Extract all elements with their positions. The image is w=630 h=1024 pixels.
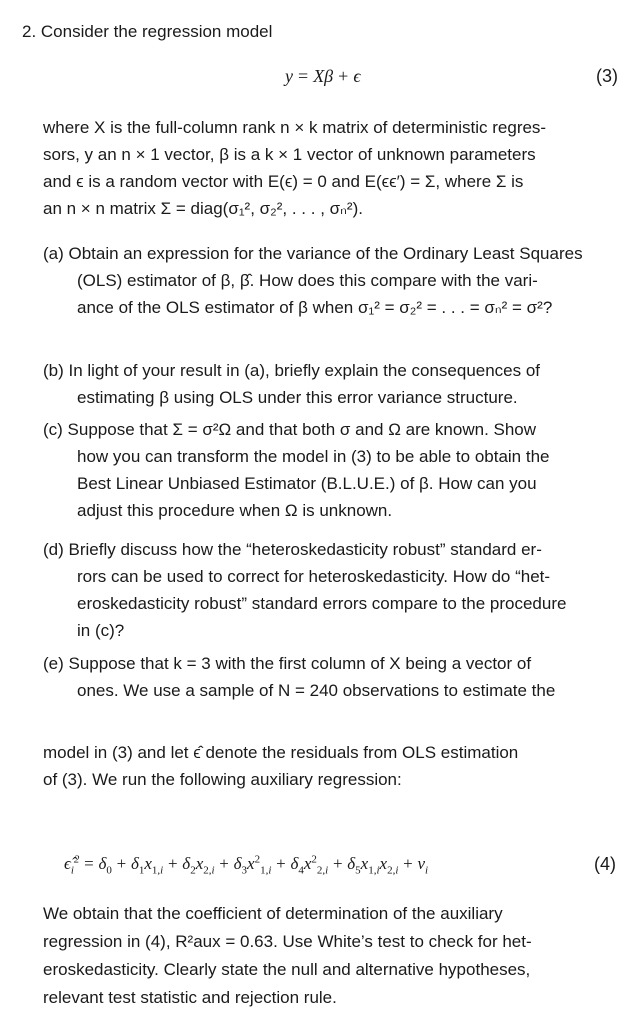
equation-3-number: (3) — [596, 66, 618, 86]
part-a-line-2: (OLS) estimator of β, β̂. How does this compare with the vari- — [77, 271, 538, 290]
part-a-line-1: (a) Obtain an expression for the variance of the Ordinary Least Squares — [43, 244, 583, 263]
continuation-line-2: of (3). We run the following auxiliary regression: — [43, 770, 402, 789]
part-d-line-3: eroskedasticity robust” standard errors compare to the procedure — [77, 594, 567, 613]
part-c-line-4: adjust this procedure when Ω is unknown. — [77, 501, 393, 520]
part-c-line-2: how you can transform the model in (3) to be able to obtain the — [77, 447, 550, 466]
part-d-line-2: rors can be used to correct for heteroskedasticity. How do “het- — [77, 567, 551, 586]
continuation-line-1: model in (3) and let ϵ̂ denote the residuals from OLS estimation — [43, 743, 519, 762]
closing-line-3: eroskedasticity. Clearly state the null and alternative hypotheses, — [43, 960, 531, 979]
part-e-line-2: ones. We use a sample of N = 240 observations to estimate the — [77, 681, 556, 700]
intro-line-4: an n × n matrix Σ = diag(σ₁², σ₂², . . . , σₙ²). — [43, 199, 363, 218]
closing-line-1: We obtain that the coefficient of determination of the auxiliary — [43, 904, 503, 923]
part-d-line-4: in (c)? — [77, 621, 125, 640]
part-b-line-2: estimating β using OLS under this error variance structure. — [77, 388, 518, 407]
intro-line-1: where X is the full-column rank n × k matrix of deterministic regres- — [43, 118, 547, 137]
question-heading: 2. Consider the regression model — [22, 22, 273, 41]
equation-4-number: (4) — [594, 854, 616, 874]
closing-line-4: relevant test statistic and rejection rule. — [43, 988, 337, 1007]
part-a-line-3: ance of the OLS estimator of β when σ₁² = σ₂² = . . . = σₙ² = σ²? — [77, 298, 553, 317]
part-c-line-1: (c) Suppose that Σ = σ²Ω and that both σ and Ω are known. Show — [43, 420, 537, 439]
part-b-line-1: (b) In light of your result in (a), briefly explain the consequences of — [43, 361, 541, 380]
equation-4: $\epsilon̂_i^2 = \delta_0 + \delta_1x_{1,i} + \delta_2x_{2,i} + \delta_3x^2_{1,i} + \delta_4x^2_{2,i} + \delta_5x_{1,i}x_{2,i} + \nu_i$ — [64, 853, 429, 877]
intro-line-3: and ϵ is a random vector with E(ϵ) = 0 and E(ϵϵ′) = Σ, where Σ is — [43, 172, 524, 191]
part-c-line-3: Best Linear Unbiased Estimator (B.L.U.E.) of β. How can you — [77, 474, 537, 493]
equation-3: y = Xβ + ϵ — [285, 66, 361, 86]
intro-line-2: sors, y an n × 1 vector, β is a k × 1 vector of unknown parameters — [43, 145, 536, 164]
part-d-line-1: (d) Briefly discuss how the “heteroskedasticity robust” standard er- — [43, 540, 542, 559]
closing-line-2: regression in (4), R²aux = 0.63. Use White’s test to check for het- — [43, 932, 532, 951]
part-e-line-1: (e) Suppose that k = 3 with the first column of X being a vector of — [43, 654, 532, 673]
